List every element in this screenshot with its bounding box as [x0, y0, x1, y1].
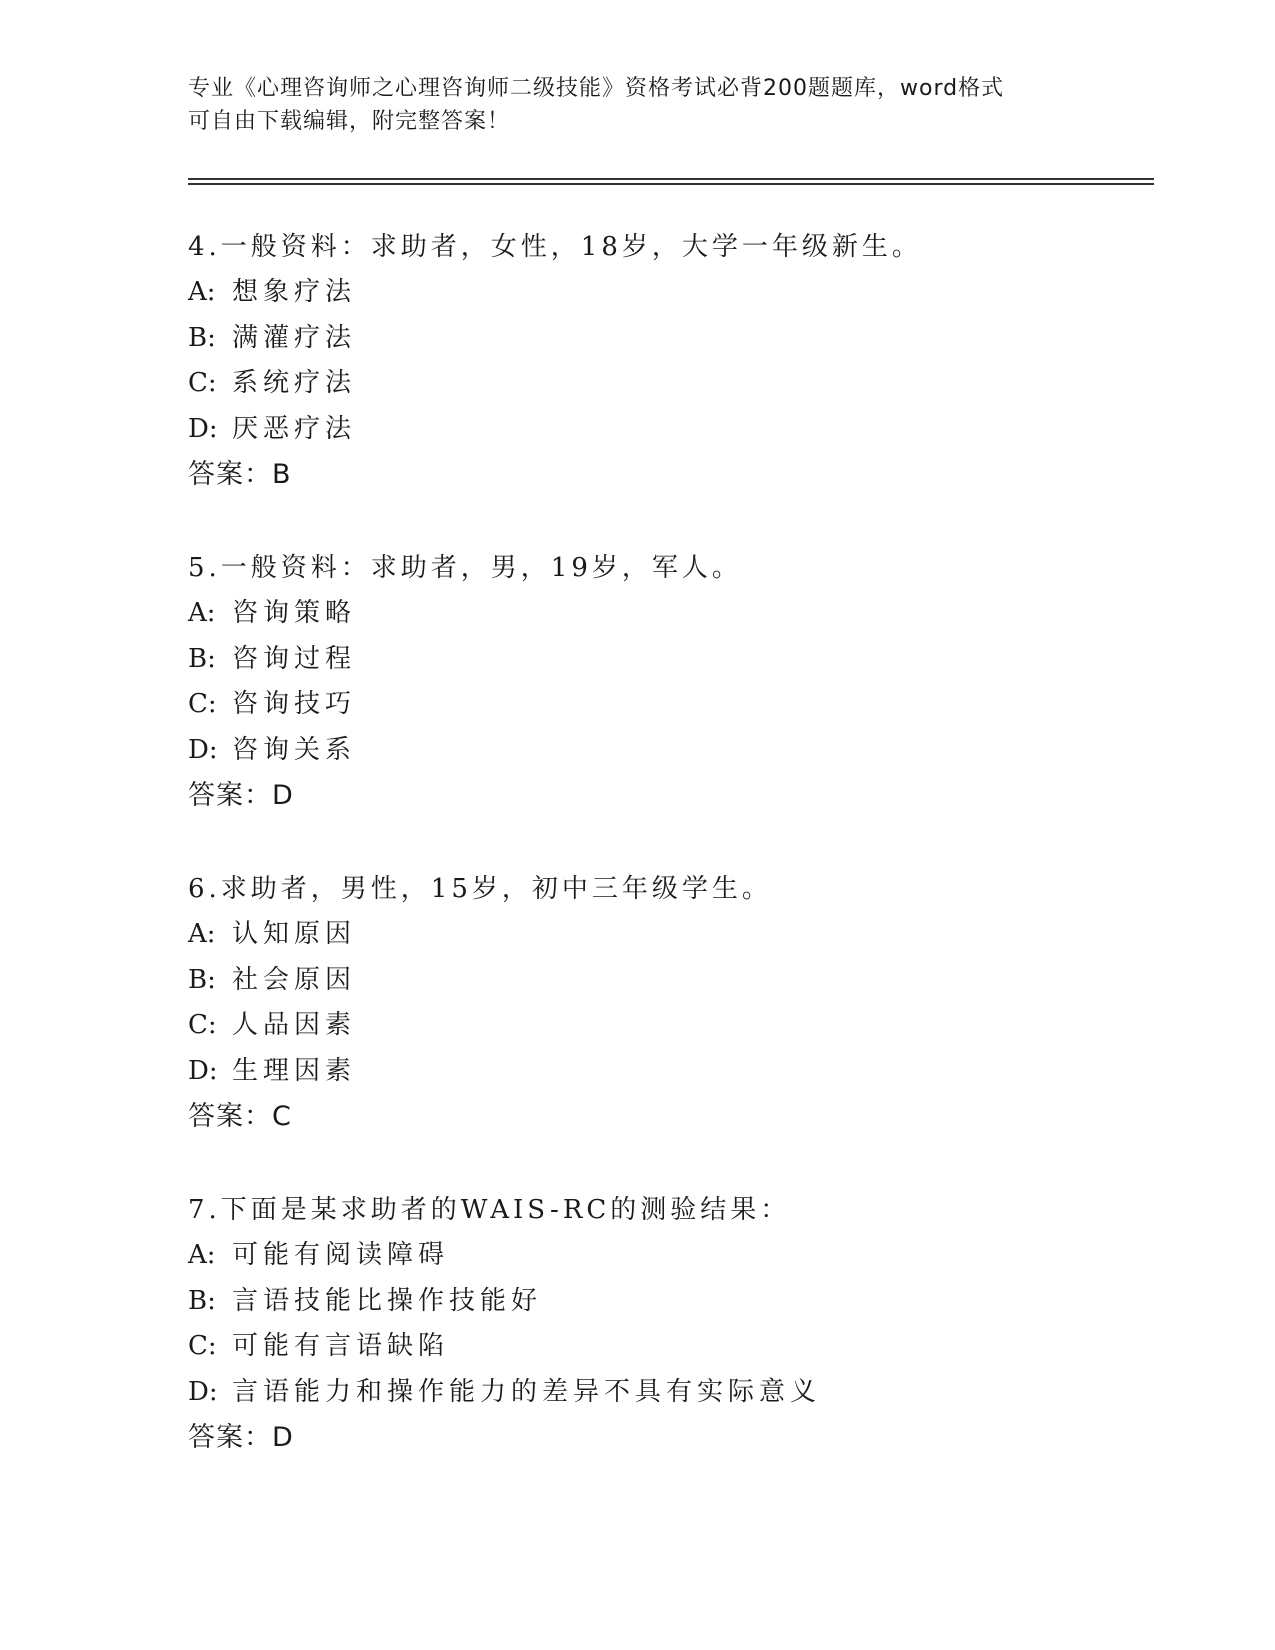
answer-line: 答案：B — [188, 458, 292, 490]
answer-line: 答案：C — [188, 1100, 292, 1132]
option-letter: B: — [188, 643, 216, 674]
option-d — [188, 1370, 1168, 1415]
option-text: 言语能力和操作能力的差异不具有实际意义 — [232, 1376, 822, 1407]
option-d — [188, 728, 1168, 773]
answer-line: 答案：D — [188, 779, 294, 811]
option-text: 满灌疗法 — [232, 322, 357, 353]
option-text: 系统疗法 — [232, 368, 357, 399]
option-text: 咨询策略 — [232, 598, 357, 629]
question-stem: 7.下面是某求助者的WAIS-RC的测验结果： — [188, 1195, 791, 1225]
option-c — [188, 1003, 1168, 1048]
option-text: 咨询技巧 — [232, 689, 357, 720]
option-letter: A: — [188, 277, 216, 308]
option-letter: D: — [188, 1055, 218, 1086]
question-stem: 5.一般资料：求助者，男，19岁，军人。 — [188, 553, 742, 583]
question-block — [188, 225, 1168, 497]
header-line-1: 专业《心理咨询师之心理咨询师二级技能》资格考试必背200题题库，word格式 — [188, 76, 1005, 101]
document-header — [188, 72, 1088, 138]
header-line-2: 可自由下载编辑，附完整答案！ — [188, 109, 511, 134]
option-b — [188, 1279, 1168, 1324]
option-letter: B: — [188, 964, 216, 995]
option-letter: D: — [188, 413, 218, 444]
option-letter: A: — [188, 598, 216, 629]
option-a — [188, 591, 1168, 636]
option-text: 生理因素 — [232, 1055, 357, 1086]
option-letter: D: — [188, 1376, 218, 1407]
option-text: 言语技能比操作技能好 — [232, 1285, 543, 1316]
option-b — [188, 958, 1168, 1003]
option-text: 厌恶疗法 — [232, 413, 357, 444]
option-text: 人品因素 — [232, 1010, 357, 1041]
option-a — [188, 912, 1168, 957]
header-divider-top — [188, 178, 1154, 180]
option-c — [188, 361, 1168, 406]
option-letter: D: — [188, 734, 218, 765]
option-text: 可能有言语缺陷 — [232, 1331, 450, 1362]
question-block — [188, 867, 1168, 1139]
option-letter: C: — [188, 1010, 217, 1041]
option-a — [188, 1233, 1168, 1278]
option-b — [188, 637, 1168, 682]
option-letter: C: — [188, 689, 217, 720]
question-stem: 4.一般资料：求助者，女性，18岁，大学一年级新生。 — [188, 232, 922, 262]
option-a — [188, 270, 1168, 315]
option-d — [188, 1049, 1168, 1094]
option-text: 咨询过程 — [232, 643, 357, 674]
question-block — [188, 1188, 1168, 1460]
option-letter: A: — [188, 1240, 216, 1271]
option-letter: B: — [188, 322, 216, 353]
option-text: 想象疗法 — [232, 277, 357, 308]
option-text: 可能有阅读障碍 — [232, 1240, 450, 1271]
question-block — [188, 546, 1168, 818]
option-letter: A: — [188, 919, 216, 950]
answer-line: 答案：D — [188, 1421, 294, 1453]
option-text: 咨询关系 — [232, 734, 357, 765]
option-c — [188, 682, 1168, 727]
question-stem: 6.求助者，男性，15岁，初中三年级学生。 — [188, 874, 772, 904]
header-divider-bottom — [188, 183, 1154, 185]
option-letter: C: — [188, 1331, 217, 1362]
option-c — [188, 1324, 1168, 1369]
option-b — [188, 316, 1168, 361]
option-text: 社会原因 — [232, 964, 357, 995]
option-letter: B: — [188, 1285, 216, 1316]
option-letter: C: — [188, 368, 217, 399]
option-text: 认知原因 — [232, 919, 357, 950]
option-d — [188, 407, 1168, 452]
